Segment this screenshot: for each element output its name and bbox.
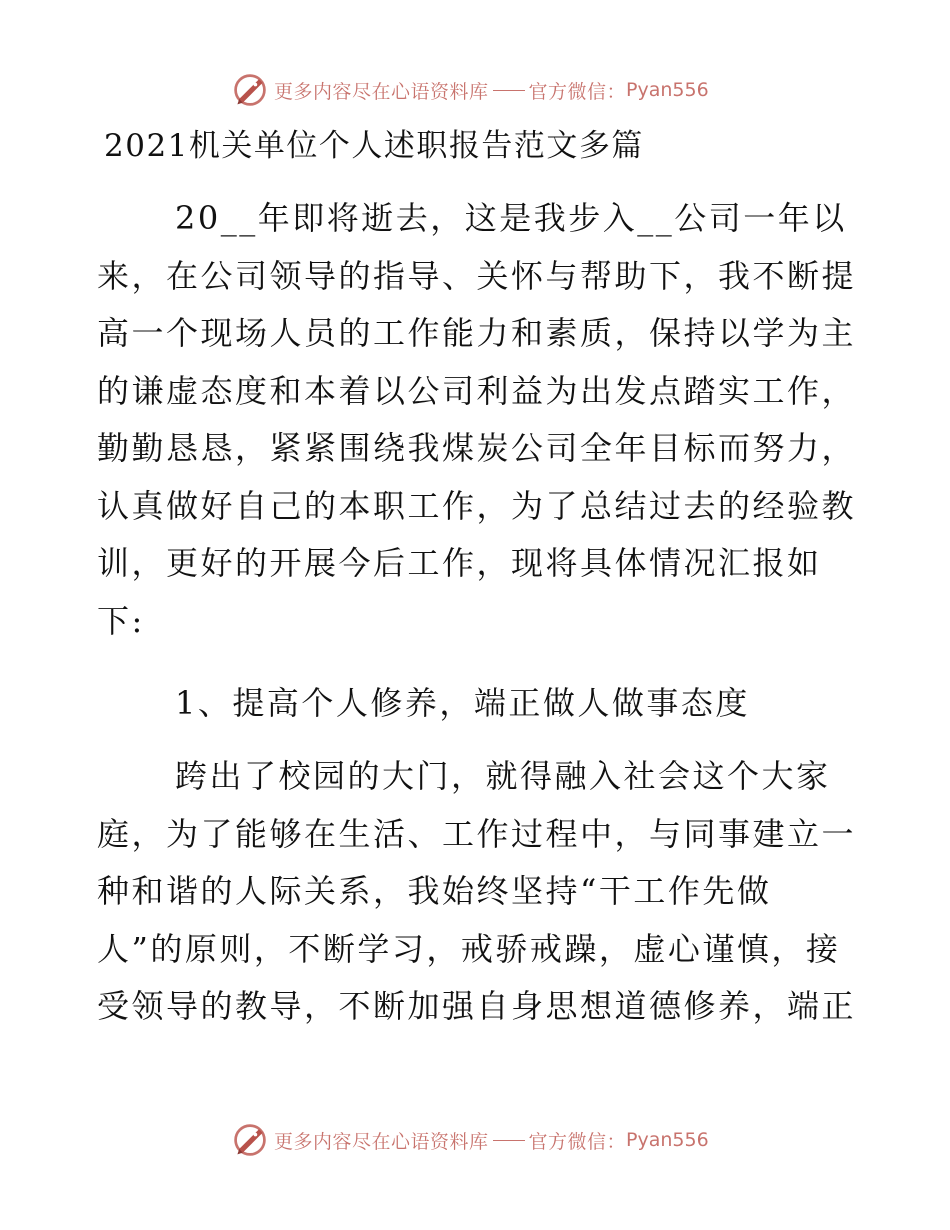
paragraph-1	[97, 190, 857, 650]
paragraph-line: 跨出了校园的大门，就得融入社会这个大家	[175, 757, 831, 795]
paragraph-line: 训，更好的开展今后工作，现将具体情况汇报如	[97, 544, 822, 582]
watermark-separator	[493, 90, 525, 91]
section-heading-1: 1、提高个人修养，端正做人做事态度	[175, 684, 750, 722]
watermark-wechat-id: Pyan556	[626, 79, 709, 101]
paragraph-2	[97, 748, 857, 1036]
paragraph-line: 的谦虚态度和本着以公司利益为出发点踏实工作，	[97, 371, 857, 410]
paragraph-line: 勤勤恳恳，紧紧围绕我煤炭公司全年目标而努力，	[97, 429, 857, 467]
pen-logo-icon	[232, 72, 268, 108]
paragraph-line: 受领导的教导，不断加强自身思想道德修养，端正	[97, 987, 857, 1025]
paragraph-line: 庭，为了能够在生活、工作过程中，与同事建立一	[97, 814, 857, 853]
paragraph-line: 人”的原则，不断学习，戒骄戒躁，虚心谨慎，接	[97, 929, 841, 968]
watermark-separator	[493, 1140, 525, 1141]
paragraph-line: 种和谐的人际关系，我始终坚持“干工作先做	[97, 872, 772, 910]
pen-logo-icon	[232, 1122, 268, 1158]
watermark-text: 更多内容尽在心语资料库	[274, 1130, 489, 1153]
watermark-wechat-id: Pyan556	[626, 1129, 709, 1151]
watermark-suffix: 官方微信：	[528, 80, 627, 103]
paragraph-line: 来，在公司领导的指导、关怀与帮助下，我不断提	[97, 256, 857, 295]
document-title: 2021机关单位个人述职报告范文多篇	[104, 128, 644, 164]
watermark-banner-top	[232, 70, 709, 110]
watermark-text: 更多内容尽在心语资料库	[274, 80, 489, 103]
watermark-suffix: 官方微信：	[528, 1130, 627, 1153]
paragraph-line: 下:	[97, 601, 145, 640]
paragraph-line: 认真做好自己的本职工作，为了总结过去的经验教	[97, 486, 857, 525]
watermark-banner-bottom	[232, 1120, 709, 1160]
paragraph-line: 20__年即将逝去，这是我步入__公司一年以	[175, 199, 847, 237]
paragraph-line: 高一个现场人员的工作能力和素质，保持以学为主	[97, 314, 857, 352]
